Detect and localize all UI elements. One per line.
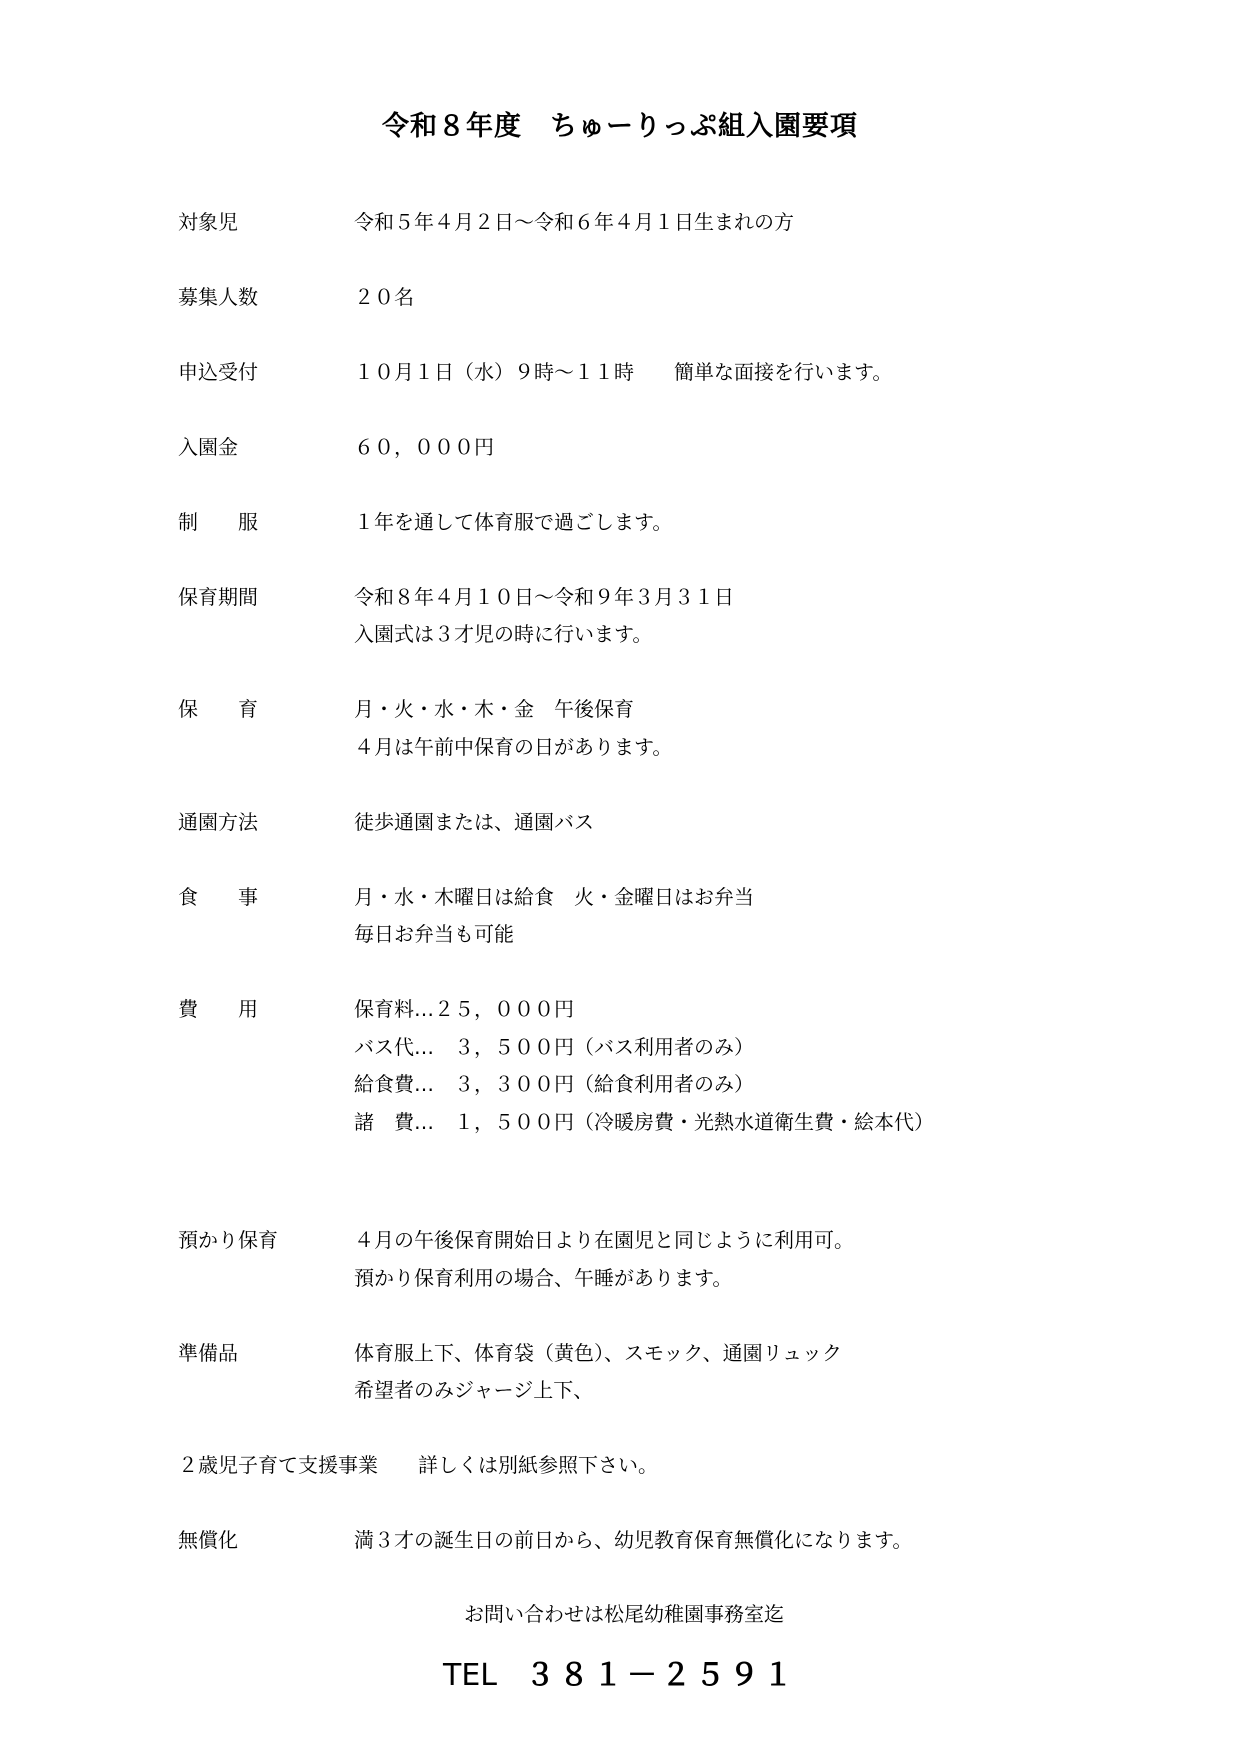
value-free-education: 満３才の誕生日の前日から、幼児教育保育無償化になります。 — [354, 1528, 913, 1552]
value-target-children: 令和５年４月２日～令和６年４月１日生まれの方 — [354, 210, 794, 234]
value-commute: 徒歩通園または、通園バス — [354, 810, 594, 834]
value-uniform: １年を通して体育服で過ごします。 — [354, 510, 673, 534]
value-extended-care-1: ４月の午後保育開始日より在園児と同じように利用可。 — [354, 1228, 854, 1252]
label-supplies: 準備品 — [178, 1341, 238, 1365]
tel-number: ３８１－２５９１ — [525, 1658, 797, 1693]
value-care-1: 月・火・水・木・金 午後保育 — [354, 697, 634, 721]
value-care-period-2: 入園式は３才児の時に行います。 — [354, 622, 653, 646]
value-costs-4: 諸 費… １，５００円（冷暖房費・光熱水道衛生費・絵本代） — [354, 1110, 934, 1134]
value-supplies-2: 希望者のみジャージ上下、 — [354, 1378, 594, 1402]
label-application: 申込受付 — [178, 360, 258, 384]
value-application: １０月１日（水）９時～１１時 簡単な面接を行います。 — [354, 360, 893, 384]
value-meals-1: 月・水・木曜日は給食 火・金曜日はお弁当 — [354, 885, 754, 909]
label-free-education: 無償化 — [178, 1528, 238, 1552]
value-meals-2: 毎日お弁当も可能 — [354, 922, 514, 946]
value-costs-3: 給食費… ３，３００円（給食利用者のみ） — [354, 1072, 754, 1096]
value-care-2: ４月は午前中保育の日があります。 — [354, 735, 673, 759]
label-capacity: 募集人数 — [178, 285, 258, 309]
page-title: 令和８年度 ちゅーりっぷ組入園要項 — [382, 111, 858, 142]
value-capacity: ２０名 — [354, 285, 414, 309]
label-care: 保 育 — [178, 697, 258, 721]
contact-note: お問い合わせは松尾幼稚園事務室迄 — [464, 1602, 784, 1626]
label-entrance-fee: 入園金 — [178, 435, 238, 459]
value-entrance-fee: ６０，０００円 — [354, 435, 494, 459]
support-notice: ２歳児子育て支援事業 詳しくは別紙参照下さい。 — [178, 1453, 658, 1477]
label-commute: 通園方法 — [178, 810, 258, 834]
label-meals: 食 事 — [178, 885, 258, 909]
tel-prefix: TEL — [443, 1658, 497, 1693]
label-uniform: 制 服 — [178, 510, 258, 534]
value-care-period-1: 令和８年４月１０日～令和９年３月３１日 — [354, 585, 734, 609]
label-care-period: 保育期間 — [178, 585, 258, 609]
label-extended-care: 預かり保育 — [178, 1228, 278, 1252]
value-supplies-1: 体育服上下、体育袋（黄色）、スモック、通園リュック — [354, 1341, 842, 1365]
phone-block — [0, 1656, 1240, 1696]
value-costs-2: バス代… ３，５００円（バス利用者のみ） — [354, 1035, 754, 1059]
value-extended-care-2: 預かり保育利用の場合、午睡があります。 — [354, 1266, 733, 1290]
label-costs: 費 用 — [178, 997, 258, 1021]
label-target-children: 対象児 — [178, 210, 238, 234]
value-costs-1: 保育料…２５，０００円 — [354, 997, 574, 1021]
